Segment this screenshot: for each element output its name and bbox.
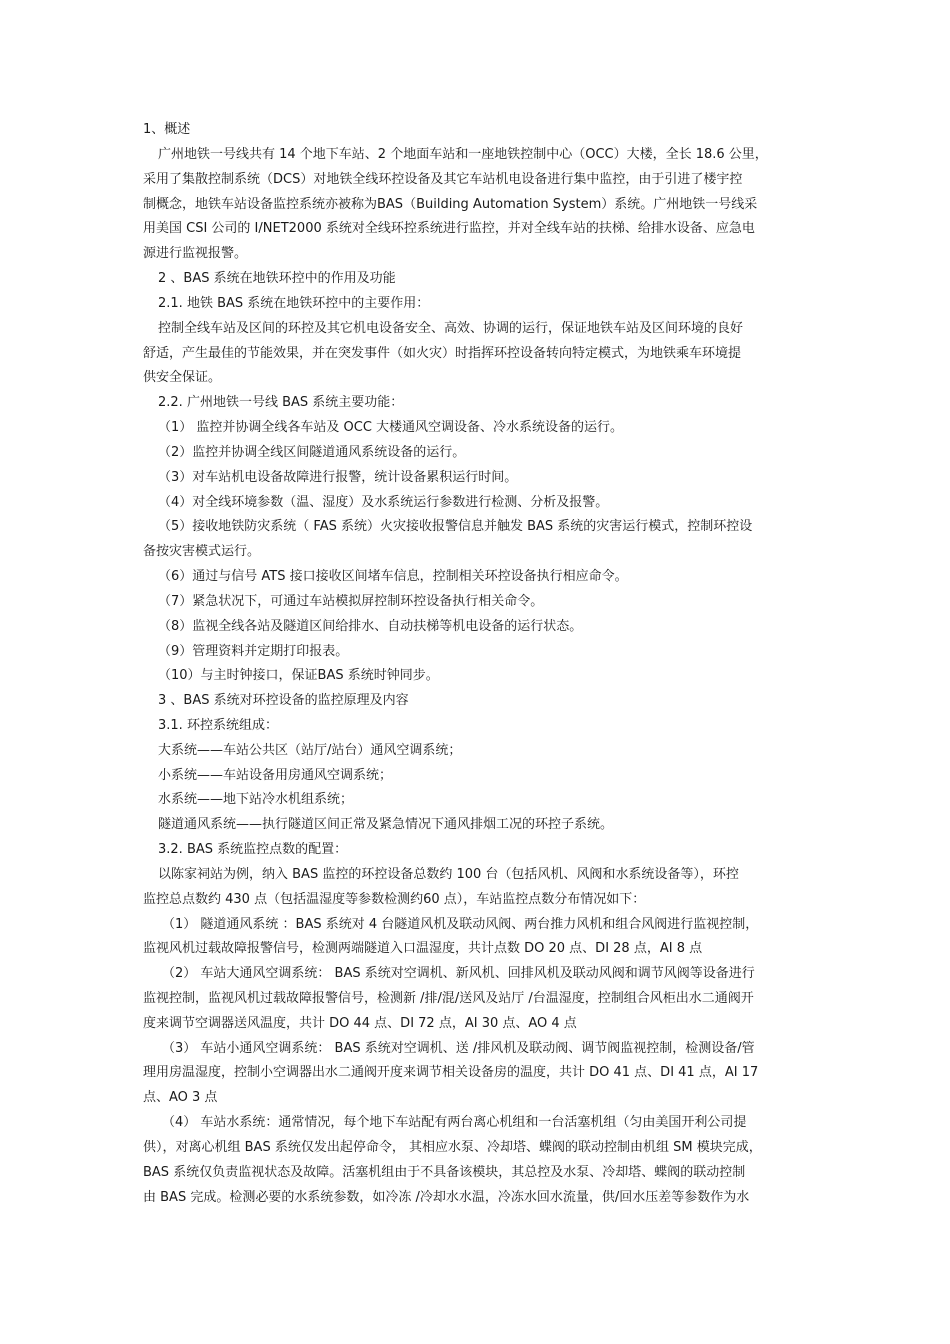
paragraph-line: 大系统——车站公共区（站厅/站台）通风空调系统；	[158, 743, 462, 758]
subsection-heading: 3.1. 环控系统组成：	[158, 718, 278, 733]
list-item: （2）监控并协调全线区间隧道通风系统设备的运行。	[158, 445, 466, 460]
paragraph-line: 隧道通风系统——执行隧道区间正常及紧急情况下通风排烟工况的环控子系统。	[158, 817, 614, 832]
paragraph-line: 制概念，地铁车站设备监控系统亦被称为BAS（Building Automation System）系统。广州地铁一号线采	[143, 197, 758, 212]
list-item-continuation: 备按灾害模式运行。	[143, 544, 261, 559]
heading-overview: 1、概述	[143, 122, 191, 137]
list-item-continuation: 监视风机过载故障报警信号，检测两端隧道入口温湿度，共计点数 DO 20 点、DI 28 点，AI 8 点	[143, 941, 703, 956]
list-item-continuation: 由 BAS 完成。检测必要的水系统参数，如冷冻 /冷却水水温，冷冻水回水流量，供/回水压差等参数作为水	[143, 1190, 750, 1205]
list-item-continuation: 理用房温湿度，控制小空调器出水二通阀开度来调节相关设备房的温度，共计 DO 41 点、DI 41 点，AI 17	[143, 1065, 759, 1080]
subsection-heading: 2.2. 广州地铁一号线 BAS 系统主要功能：	[158, 395, 404, 410]
paragraph-line: 广州地铁一号线共有 14 个地下车站、2 个地面车站和一座地铁控制中心（OCC）大楼，全长 18.6 公里，	[158, 147, 768, 162]
paragraph-line: 控制全线车站及区间的环控及其它机电设备安全、高效、协调的运行，保证地铁车站及区间环境的良好	[158, 321, 744, 336]
list-item: （1） 隧道通风系统 ：BAS 系统对 4 台隧道风机及联动风阀、两台推力风机和组合风阀进行监视控制，	[162, 917, 759, 932]
section-heading: 2 、BAS 系统在地铁环控中的作用及功能	[158, 271, 396, 286]
list-item: （1） 监控并协调全线各车站及 OCC 大楼通风空调设备、冷水系统设备的运行。	[158, 420, 624, 435]
list-item-continuation: 点、AO 3 点	[143, 1090, 218, 1105]
list-item-continuation: 供），对离心机组 BAS 系统仅发出起停命令， 其相应水泵、冷却塔、蝶阀的联动控制由机组 SM 模块完成，	[143, 1140, 762, 1155]
paragraph-line: 供安全保证。	[143, 370, 222, 385]
list-item: （4） 车站水系统：通常情况，每个地下车站配有两台离心机组和一台活塞机组（匀由美国开利公司提	[162, 1115, 747, 1130]
list-item: （2） 车站大通风空调系统： BAS 系统对空调机、新风机、回排风机及联动风阀和调节风阀等设备进行	[162, 966, 755, 981]
paragraph-line: 用美国 CSI 公司的 I/NET2000 系统对全线环控系统进行监控，并对全线车站的扶梯、给排水设备、应急电	[143, 221, 755, 236]
list-item: （3）对车站机电设备故障进行报警，统计设备累积运行时间。	[158, 470, 518, 485]
list-item: （4）对全线环境参数（温、湿度）及水系统运行参数进行检测、分析及报警。	[158, 495, 609, 510]
list-item-continuation: BAS 系统仅负责监视状态及故障。活塞机组由于不具备该模块，其总控及水泵、冷却塔、蝶阀的联动控制	[143, 1165, 746, 1180]
list-item-continuation: 度来调节空调器送风温度，共计 DO 44 点、DI 72 点，AI 30 点、AO 4 点	[143, 1016, 577, 1031]
paragraph-line: 小系统——车站设备用房通风空调系统；	[158, 768, 393, 783]
list-item: （8）监视全线各站及隧道区间给排水、自动扶梯等机电设备的运行状态。	[158, 619, 583, 634]
paragraph-line: 监控总点数约 430 点（包括温湿度等参数检测约60 点），车站监控点数分布情况如下：	[143, 892, 646, 907]
list-item: （5）接收地铁防灾系统（ FAS 系统）火灾接收报警信息并触发 BAS 系统的灾害运行模式，控制环控设	[158, 519, 753, 534]
list-item-continuation: 监视控制，监视风机过载故障报警信号，检测新 /排/混/送风及站厅 /台温湿度，控制组合风柜出水二通阀开	[143, 991, 754, 1006]
subsection-heading: 3.2. BAS 系统监控点数的配置：	[158, 842, 348, 857]
list-item: （9）管理资料并定期打印报表。	[158, 644, 349, 659]
paragraph-line: 源进行监视报警。	[143, 246, 248, 261]
list-item: （3） 车站小通风空调系统： BAS 系统对空调机、送 /排风机及联动阀、调节阀监视控制，检测设备/管	[162, 1041, 755, 1056]
subsection-heading: 2.1. 地铁 BAS 系统在地铁环控中的主要作用：	[158, 296, 430, 311]
section-heading: 3 、BAS 系统对环控设备的监控原理及内容	[158, 693, 409, 708]
paragraph-line: 以陈家祠站为例，纳入 BAS 监控的环控设备总数约 100 台（包括风机、风阀和水系统设备等），环控	[158, 867, 739, 882]
list-item: （6）通过与信号 ATS 接口接收区间堵车信息，控制相关环控设备执行相应命令。	[158, 569, 628, 584]
paragraph-line: 采用了集散控制系统（DCS）对地铁全线环控设备及其它车站机电设备进行集中监控，由于引进了楼宇控	[143, 172, 743, 187]
paragraph-line: 水系统——地下站冷水机组系统；	[158, 792, 354, 807]
paragraph-line: 舒适，产生最佳的节能效果，并在突发事件（如火灾）时指挥环控设备转向特定模式，为地铁乘车环境提	[143, 346, 742, 361]
list-item: （7）紧急状况下，可通过车站模拟屏控制环控设备执行相关命令。	[158, 594, 544, 609]
list-item: （10）与主时钟接口，保证BAS 系统时钟同步。	[158, 668, 439, 683]
